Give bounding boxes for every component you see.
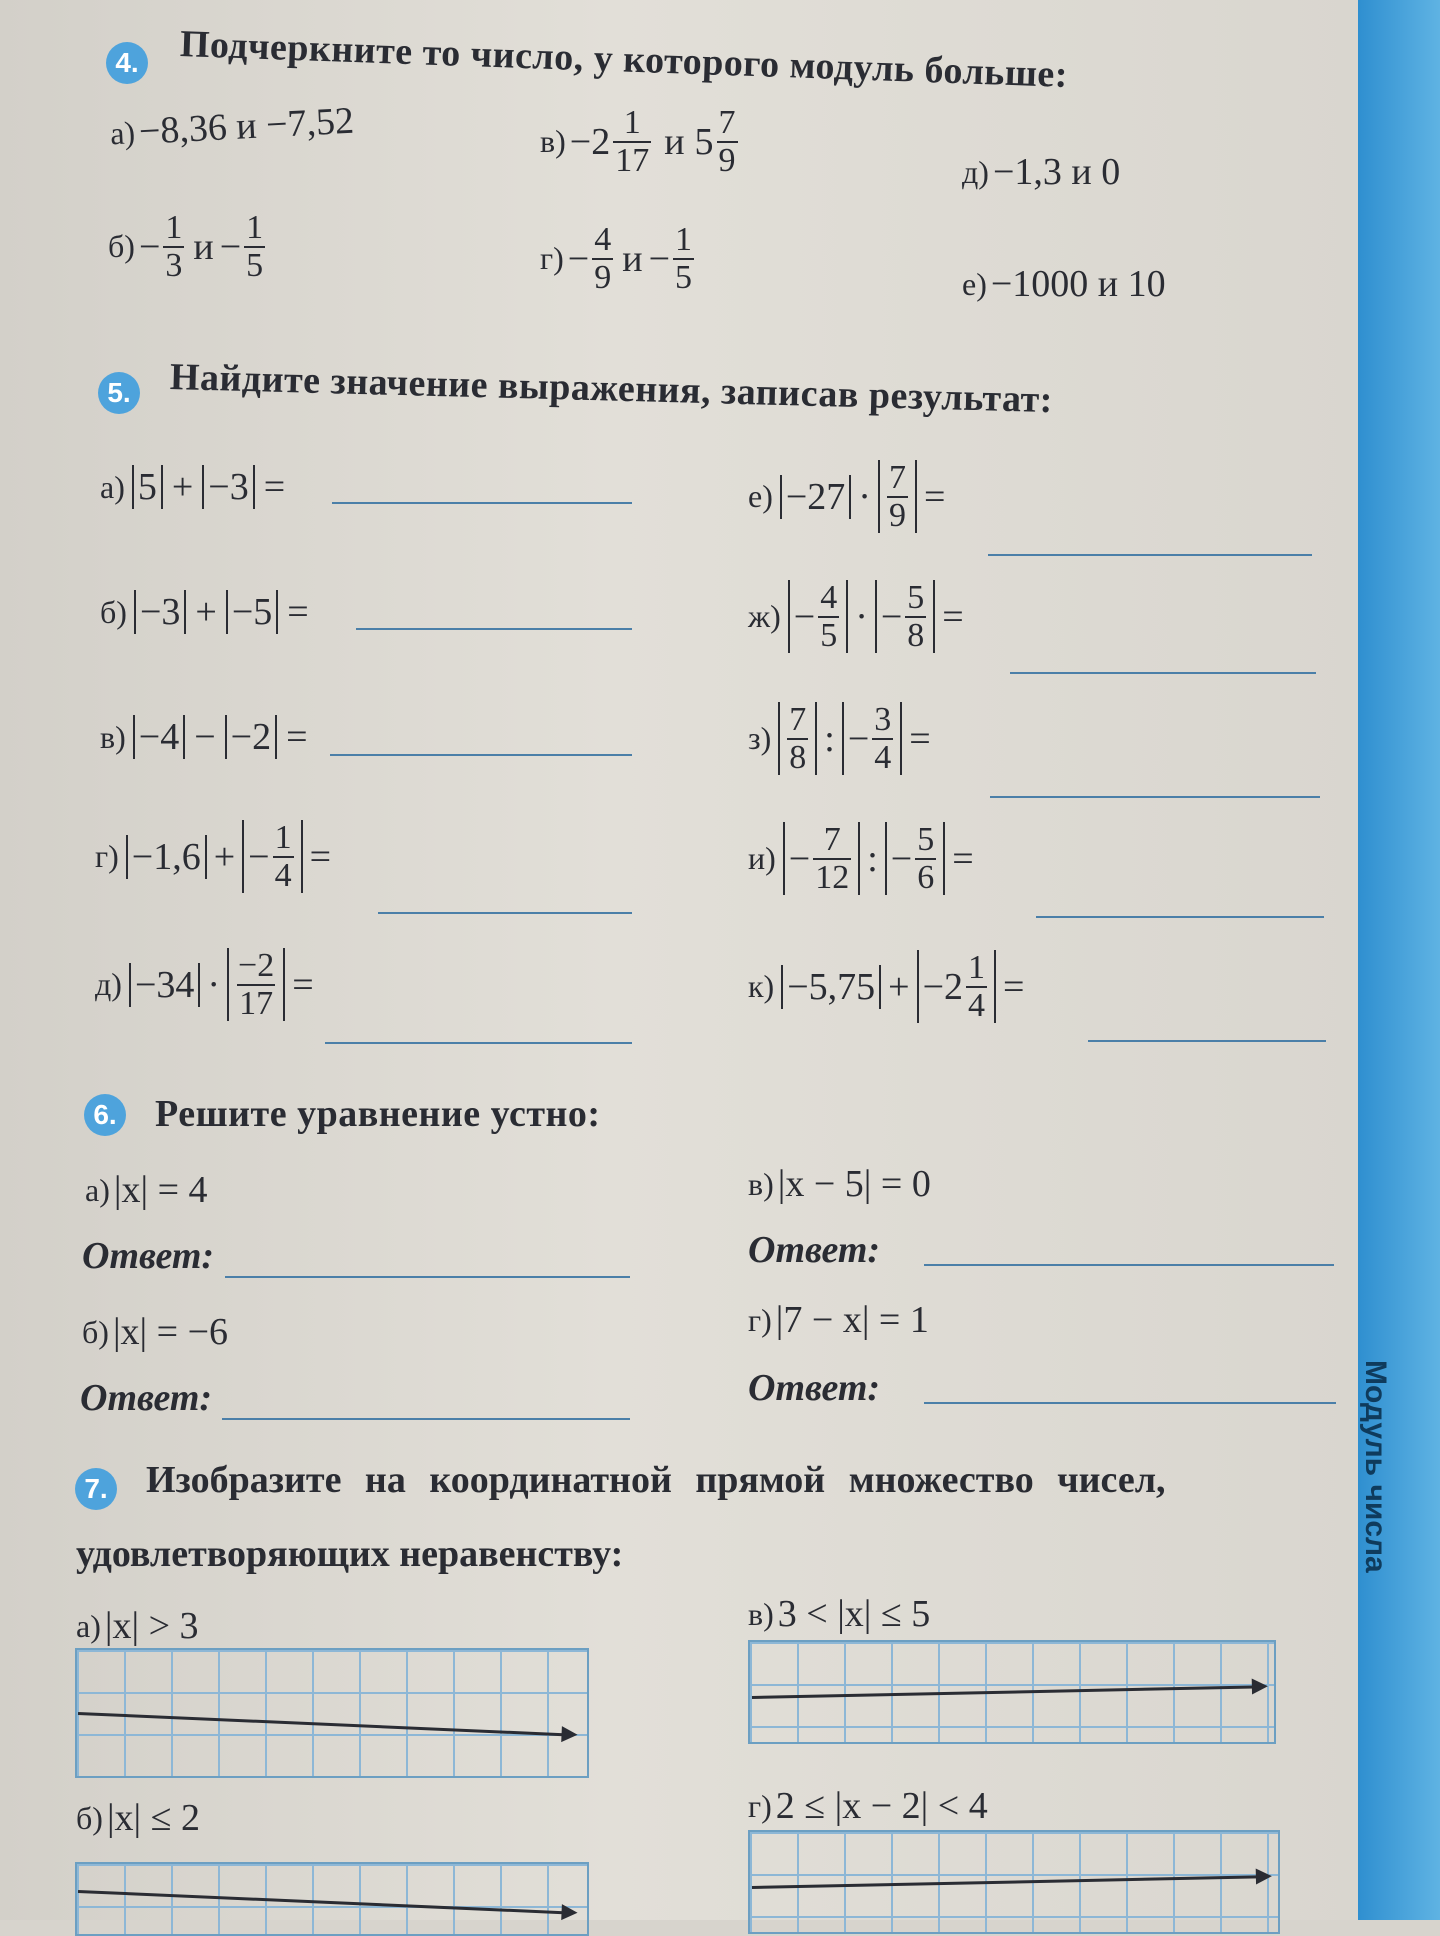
task-6b	[82, 1310, 228, 1354]
item-label: е)	[748, 478, 773, 515]
task-6-title: Решите уравнение устно:	[155, 1093, 601, 1135]
whole-part: 5	[694, 120, 714, 163]
fraction	[717, 105, 738, 178]
denominator: 5	[246, 246, 264, 284]
task-4-number: 4.	[106, 42, 148, 84]
fraction	[163, 210, 184, 283]
numerator: 7	[823, 821, 841, 858]
abs-value	[875, 580, 935, 653]
abs-value: −5	[226, 590, 278, 634]
numerator: 4	[594, 221, 612, 258]
equals-sign: =	[263, 466, 286, 508]
conjunction: и	[193, 225, 214, 268]
denominator: 5	[820, 616, 838, 654]
abs-value	[242, 820, 302, 893]
equation: |7 − x| = 1	[775, 1299, 929, 1341]
answer-line-5e[interactable]	[988, 554, 1312, 556]
equals-sign: =	[1003, 965, 1025, 1008]
answer-line-5i[interactable]	[1036, 916, 1324, 918]
fraction	[872, 702, 893, 775]
item-label: и)	[748, 840, 776, 877]
task-7g	[748, 1784, 988, 1828]
task-7v	[748, 1592, 930, 1636]
item-label: ж)	[748, 598, 781, 635]
equals-sign: =	[909, 717, 931, 760]
abs-value: −34	[129, 963, 200, 1007]
minus-sign: −	[880, 595, 903, 638]
task-5z	[748, 702, 931, 775]
task-7a	[76, 1604, 199, 1648]
operator: +	[213, 835, 236, 878]
numerator: 1	[968, 949, 986, 986]
fraction	[966, 950, 987, 1023]
fraction	[787, 702, 808, 775]
item-label: д)	[962, 153, 989, 190]
numerator: 1	[274, 819, 292, 856]
item-label: б)	[108, 228, 135, 265]
task-4v	[540, 105, 741, 178]
equation: |x| = −6	[112, 1311, 229, 1353]
item-label: г)	[540, 240, 564, 277]
fraction	[592, 222, 613, 295]
denominator: 17	[615, 141, 650, 179]
task-5g	[95, 820, 331, 893]
numerator: 7	[888, 459, 906, 496]
fraction	[887, 460, 908, 533]
fraction	[818, 580, 839, 653]
item-label: а)	[100, 468, 125, 505]
operator: +	[171, 466, 194, 508]
item-expression: −1000 и 10	[990, 263, 1166, 305]
numerator: −2	[238, 947, 275, 984]
item-label: г)	[748, 1301, 772, 1338]
item-expression: −8,36 и −7,52	[137, 99, 355, 153]
denominator: 5	[675, 258, 692, 296]
operator: ·	[858, 475, 871, 518]
answer-line-6a[interactable]	[225, 1276, 630, 1278]
task-7-title-line2: удовлетворяющих неравенству:	[76, 1533, 624, 1575]
answer-line-5d[interactable]	[325, 1042, 632, 1044]
task-5a	[100, 465, 285, 509]
answer-line-5a[interactable]	[332, 502, 632, 504]
edge-section-label: Модуль числа	[1359, 1360, 1392, 1573]
numerator: 7	[789, 701, 807, 738]
task-5d	[95, 948, 314, 1021]
abs-value: −3	[134, 590, 186, 634]
item-label: з)	[748, 720, 772, 757]
task-6g	[748, 1298, 929, 1342]
item-label: в)	[100, 718, 126, 755]
numerator: 1	[623, 104, 641, 141]
item-label: а)	[76, 1607, 101, 1644]
numerator: 7	[718, 104, 736, 141]
equals-sign: =	[287, 591, 309, 633]
abs-value: −1,6	[126, 835, 207, 879]
equals-sign: =	[952, 837, 974, 880]
denominator: 9	[594, 258, 612, 296]
abs-value	[878, 460, 917, 533]
fraction	[905, 580, 926, 653]
abs-value: −27	[780, 475, 851, 519]
denominator: 4	[874, 738, 892, 776]
fraction	[673, 222, 694, 295]
task-4d	[962, 150, 1120, 194]
abs-value	[778, 702, 817, 775]
numerator: 5	[917, 821, 935, 858]
item-label: а)	[85, 1171, 110, 1208]
task-5-title: Найдите значение выражения, записав результат:	[169, 356, 1054, 422]
abs-value	[842, 702, 902, 775]
abs-value: −2	[225, 715, 277, 759]
equation: |x − 5| = 0	[777, 1163, 931, 1205]
item-label: к)	[748, 968, 775, 1005]
task-5e	[748, 460, 945, 533]
abs-value	[227, 948, 285, 1021]
inequality: 3 < |x| ≤ 5	[777, 1593, 931, 1635]
abs-value	[917, 950, 996, 1023]
minus-sign: −	[890, 837, 913, 880]
denominator: 6	[917, 858, 935, 896]
minus-sign: −	[648, 237, 670, 280]
answer-line-6b[interactable]	[222, 1418, 630, 1420]
equals-sign: =	[286, 716, 308, 758]
operator: −	[194, 716, 216, 758]
answer-label-6v: Ответ:	[748, 1229, 881, 1271]
item-label: е)	[962, 265, 987, 302]
denominator: 9	[718, 141, 736, 179]
minus-sign: −	[567, 237, 590, 280]
fraction	[244, 210, 265, 283]
conjunction: и	[622, 237, 643, 280]
task-5i	[748, 822, 974, 895]
whole-part: −2	[922, 965, 964, 1008]
minus-sign: −	[793, 595, 816, 638]
denominator: 4	[274, 856, 292, 894]
whole-part: −2	[569, 120, 611, 163]
equals-sign: =	[923, 475, 946, 518]
abs-value	[788, 580, 848, 653]
task-6-number: 6.	[84, 1094, 126, 1136]
minus-sign: −	[138, 225, 161, 268]
answer-line-5v[interactable]	[330, 754, 632, 756]
task-4g	[540, 222, 697, 295]
fraction	[273, 820, 294, 893]
abs-value: −5,75	[781, 965, 881, 1009]
equals-sign: =	[309, 835, 332, 878]
inequality: |x| > 3	[104, 1605, 199, 1647]
answer-line-5g[interactable]	[378, 912, 632, 914]
denominator: 3	[165, 246, 183, 284]
item-label: б)	[100, 593, 127, 630]
abs-value: −4	[133, 715, 185, 759]
item-label: в)	[748, 1165, 774, 1202]
minus-sign: −	[788, 837, 811, 880]
answer-line-6v[interactable]	[924, 1264, 1334, 1266]
numerator: 3	[874, 701, 892, 738]
denominator: 8	[789, 738, 807, 776]
answer-line-5z[interactable]	[990, 796, 1320, 798]
item-label: в)	[748, 1595, 774, 1632]
abs-value: 5	[132, 465, 163, 509]
operator: :	[824, 717, 835, 760]
task-7-number: 7.	[75, 1468, 117, 1510]
item-expression: −1,3 и 0	[992, 151, 1121, 193]
task-5b	[100, 590, 309, 634]
item-label: г)	[748, 1787, 772, 1824]
fraction	[236, 948, 276, 1021]
answer-label-6a: Ответ:	[82, 1235, 215, 1277]
answer-line-6g[interactable]	[924, 1402, 1336, 1404]
task-4b	[108, 210, 268, 283]
operator: ·	[855, 595, 868, 638]
page-edge-tab	[1358, 0, 1440, 1920]
task-5-number: 5.	[98, 372, 140, 414]
operator: +	[888, 965, 910, 1008]
conjunction: и	[664, 120, 685, 163]
fraction	[915, 822, 936, 895]
task-6v	[748, 1162, 931, 1206]
abs-value	[885, 822, 945, 895]
denominator: 4	[968, 986, 986, 1024]
denominator: 12	[815, 858, 850, 896]
grid-7b[interactable]	[75, 1862, 589, 1936]
answer-label-6g: Ответ:	[748, 1367, 881, 1409]
task-4-title: Подчеркните то число, у которого модуль больше:	[179, 23, 1069, 96]
minus-sign: −	[219, 225, 242, 268]
fraction	[613, 105, 651, 178]
numerator: 1	[675, 221, 692, 258]
denominator: 17	[239, 984, 274, 1022]
minus-sign: −	[248, 835, 270, 878]
numerator: 1	[246, 209, 264, 246]
operator: :	[867, 837, 878, 880]
grid-7a[interactable]	[75, 1648, 589, 1778]
inequality: 2 ≤ |x − 2| < 4	[775, 1785, 988, 1827]
task-6a	[85, 1168, 208, 1212]
item-label: б)	[82, 1313, 109, 1350]
minus-sign: −	[847, 717, 870, 760]
answer-line-5b[interactable]	[356, 628, 632, 630]
answer-label-6b: Ответ:	[80, 1377, 213, 1419]
equals-sign: =	[942, 595, 964, 638]
denominator: 9	[888, 496, 906, 534]
item-label: б)	[76, 1799, 103, 1836]
answer-line-5k[interactable]	[1088, 1040, 1326, 1042]
task-5k	[748, 950, 1024, 1023]
item-label: г)	[95, 838, 119, 875]
answer-line-5zh[interactable]	[1010, 672, 1316, 674]
equals-sign: =	[292, 963, 314, 1006]
abs-value	[783, 822, 860, 895]
numerator: 1	[165, 209, 183, 246]
item-label: в)	[540, 123, 566, 160]
task-7-title-line1: Изобразите на координатной прямой множество чисел,	[146, 1459, 1166, 1501]
task-5zh	[748, 580, 964, 653]
item-label: д)	[95, 966, 122, 1003]
numerator: 4	[820, 579, 838, 616]
equation: |x| = 4	[113, 1169, 208, 1211]
operator: ·	[207, 963, 221, 1006]
operator: +	[195, 591, 217, 633]
item-label: а)	[109, 113, 136, 151]
abs-value: −3	[202, 465, 254, 509]
fraction	[813, 822, 851, 895]
task-5v	[100, 715, 308, 759]
task-4e	[962, 262, 1166, 306]
denominator: 8	[907, 616, 925, 654]
inequality: |x| ≤ 2	[106, 1797, 201, 1839]
task-7b	[76, 1796, 200, 1840]
numerator: 5	[907, 579, 925, 616]
